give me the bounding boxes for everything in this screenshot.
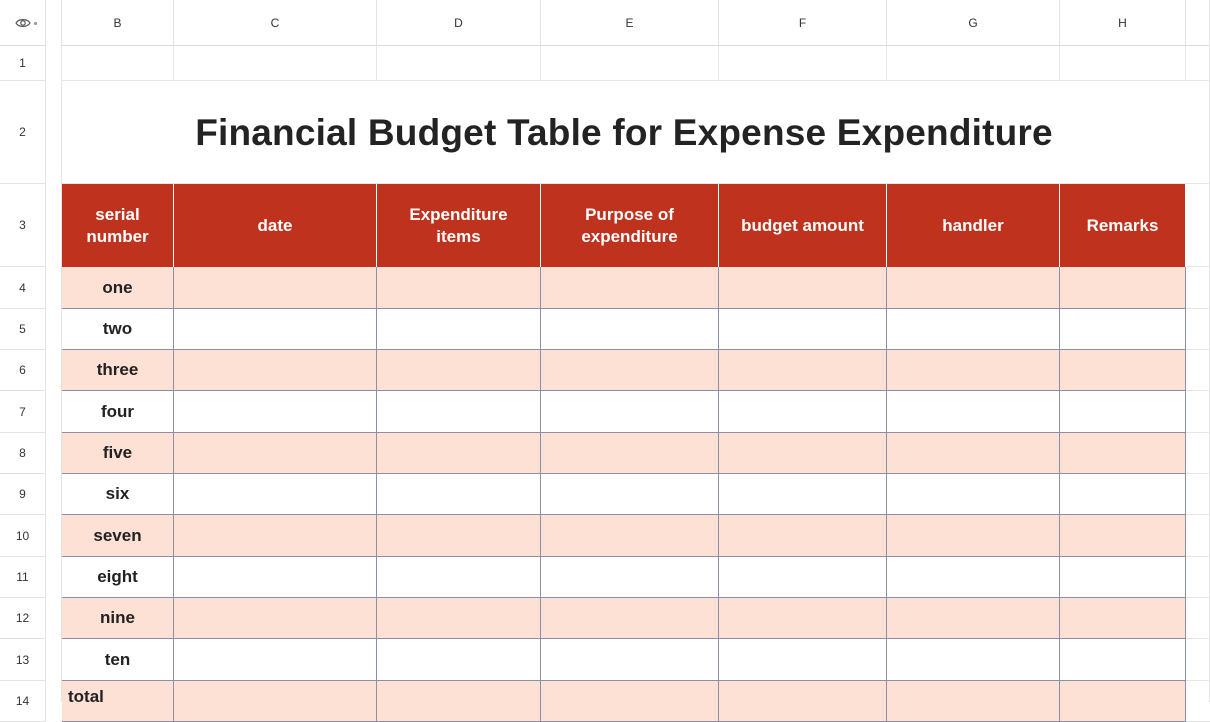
table-cell[interactable] — [541, 350, 719, 391]
column-header-f[interactable]: F — [719, 0, 887, 46]
gridline-horizontal — [1186, 349, 1210, 350]
table-cell[interactable] — [719, 433, 887, 474]
table-cell[interactable] — [887, 598, 1060, 639]
serial-number-cell[interactable]: nine — [62, 598, 174, 639]
table-cell[interactable] — [377, 639, 541, 681]
row-header-2[interactable]: 2 — [0, 81, 46, 184]
table-cell[interactable] — [174, 515, 377, 557]
gridline-horizontal — [1186, 680, 1210, 681]
table-cell[interactable] — [719, 350, 887, 391]
serial-number-cell[interactable]: two — [62, 309, 174, 350]
gridline-horizontal — [1186, 390, 1210, 391]
table-cell[interactable] — [174, 557, 377, 598]
table-cell[interactable] — [541, 639, 719, 681]
row-header-7[interactable]: 7 — [0, 391, 46, 433]
table-cell[interactable] — [887, 433, 1060, 474]
table-cell[interactable] — [719, 598, 887, 639]
row-header-3[interactable]: 3 — [0, 184, 46, 267]
gridline-horizontal — [1186, 308, 1210, 309]
table-cell[interactable] — [541, 557, 719, 598]
gridline-horizontal — [1186, 638, 1210, 639]
gridline-vertical — [1185, 46, 1186, 81]
table-cell[interactable] — [1060, 557, 1186, 598]
table-cell[interactable] — [719, 639, 887, 681]
row-header-13[interactable]: 13 — [0, 639, 46, 681]
gridline-vertical — [1059, 46, 1060, 81]
table-cell[interactable] — [719, 515, 887, 557]
table-cell[interactable] — [541, 433, 719, 474]
row-header-6[interactable]: 6 — [0, 350, 46, 391]
gridline-vertical — [376, 46, 377, 81]
table-cell[interactable] — [541, 598, 719, 639]
table-cell[interactable] — [1060, 433, 1186, 474]
column-header-e[interactable]: E — [541, 0, 719, 46]
column-header-i[interactable] — [1186, 0, 1210, 46]
table-header-cell[interactable]: Expenditure items — [377, 184, 541, 267]
serial-number-cell[interactable]: four — [62, 391, 174, 433]
eye-icon[interactable] — [15, 15, 31, 31]
serial-number-cell[interactable]: ten — [62, 639, 174, 681]
table-cell[interactable] — [719, 557, 887, 598]
serial-number-cell[interactable]: one — [62, 267, 174, 309]
table-cell[interactable] — [887, 267, 1060, 309]
table-cell[interactable] — [377, 515, 541, 557]
table-cell[interactable] — [719, 474, 887, 515]
table-cell[interactable] — [541, 391, 719, 433]
table-cell[interactable] — [1060, 474, 1186, 515]
table-cell[interactable] — [541, 267, 719, 309]
gridline-horizontal — [1186, 432, 1210, 433]
row-header-5[interactable]: 5 — [0, 309, 46, 350]
table-cell[interactable] — [541, 474, 719, 515]
table-cell[interactable] — [377, 474, 541, 515]
column-header-d[interactable]: D — [377, 0, 541, 46]
column-header-h[interactable]: H — [1060, 0, 1186, 46]
row-header-14[interactable]: 14 — [0, 681, 46, 722]
gridline-vertical — [886, 46, 887, 81]
gridline-vertical — [61, 46, 62, 81]
table-cell[interactable] — [174, 474, 377, 515]
table-cell[interactable] — [377, 391, 541, 433]
table-cell[interactable] — [887, 350, 1060, 391]
total-label-cell[interactable]: total — [62, 681, 174, 722]
serial-number-cell[interactable]: five — [62, 433, 174, 474]
table-header-cell[interactable]: Remarks — [1060, 184, 1186, 267]
table-cell[interactable] — [174, 350, 377, 391]
table-cell[interactable] — [1060, 350, 1186, 391]
row-header-8[interactable]: 8 — [0, 433, 46, 474]
table-cell[interactable] — [1060, 267, 1186, 309]
table-cell[interactable] — [887, 391, 1060, 433]
table-cell[interactable] — [1060, 309, 1186, 350]
table-cell[interactable] — [719, 267, 887, 309]
table-header-cell[interactable]: budget amount — [719, 184, 887, 267]
table-cell[interactable] — [887, 557, 1060, 598]
column-header-b[interactable]: B — [62, 0, 174, 46]
select-all-corner[interactable] — [0, 0, 46, 46]
table-cell[interactable] — [887, 515, 1060, 557]
row-header-1[interactable]: 1 — [0, 46, 46, 81]
gridline-vertical — [718, 46, 719, 81]
row-header-9[interactable]: 9 — [0, 474, 46, 515]
table-cell[interactable] — [887, 309, 1060, 350]
table-cell[interactable] — [377, 598, 541, 639]
gridline-horizontal — [1186, 514, 1210, 515]
row-header-4[interactable]: 4 — [0, 267, 46, 309]
table-cell[interactable] — [377, 309, 541, 350]
column-header-g[interactable]: G — [887, 0, 1060, 46]
serial-number-cell[interactable]: three — [62, 350, 174, 391]
gridline-vertical — [540, 46, 541, 81]
gridline-horizontal — [1186, 556, 1210, 557]
table-cell[interactable] — [174, 639, 377, 681]
sheet-title: Financial Budget Table for Expense Expenditure — [195, 111, 1053, 153]
table-cell[interactable] — [1060, 391, 1186, 433]
gridline-horizontal — [1186, 597, 1210, 598]
table-cell[interactable] — [377, 350, 541, 391]
table-cell[interactable] — [377, 433, 541, 474]
table-cell[interactable] — [887, 474, 1060, 515]
table-cell[interactable] — [541, 515, 719, 557]
serial-number-cell[interactable]: eight — [62, 557, 174, 598]
table-cell[interactable] — [174, 433, 377, 474]
table-cell[interactable] — [377, 557, 541, 598]
row-header-11[interactable]: 11 — [0, 557, 46, 598]
serial-number-cell[interactable]: six — [62, 474, 174, 515]
row-header-12[interactable]: 12 — [0, 598, 46, 639]
table-header-cell[interactable]: handler — [887, 184, 1060, 267]
table-cell[interactable] — [174, 267, 377, 309]
table-cell[interactable] — [541, 309, 719, 350]
table-header-cell[interactable]: date — [174, 184, 377, 267]
table-header-cell[interactable]: Purpose of expenditure — [541, 184, 719, 267]
hidden-column-marker — [34, 22, 37, 25]
table-cell[interactable] — [887, 639, 1060, 681]
table-cell[interactable] — [174, 309, 377, 350]
column-header-c[interactable]: C — [174, 0, 377, 46]
serial-number-cell[interactable]: seven — [62, 515, 174, 557]
table-cell[interactable] — [174, 598, 377, 639]
gridline-vertical — [173, 46, 174, 81]
table-cell[interactable] — [377, 267, 541, 309]
gridline-horizontal — [1186, 266, 1210, 267]
gridline-horizontal — [1186, 473, 1210, 474]
hidden-column-a — [46, 0, 62, 702]
table-cell[interactable] — [1060, 515, 1186, 557]
table-cell[interactable] — [1060, 598, 1186, 639]
row-header-10[interactable]: 10 — [0, 515, 46, 557]
table-cell[interactable] — [719, 309, 887, 350]
table-cell[interactable] — [1060, 639, 1186, 681]
table-header-cell[interactable]: serial number — [62, 184, 174, 267]
table-cell[interactable] — [719, 391, 887, 433]
table-cell[interactable] — [174, 391, 377, 433]
